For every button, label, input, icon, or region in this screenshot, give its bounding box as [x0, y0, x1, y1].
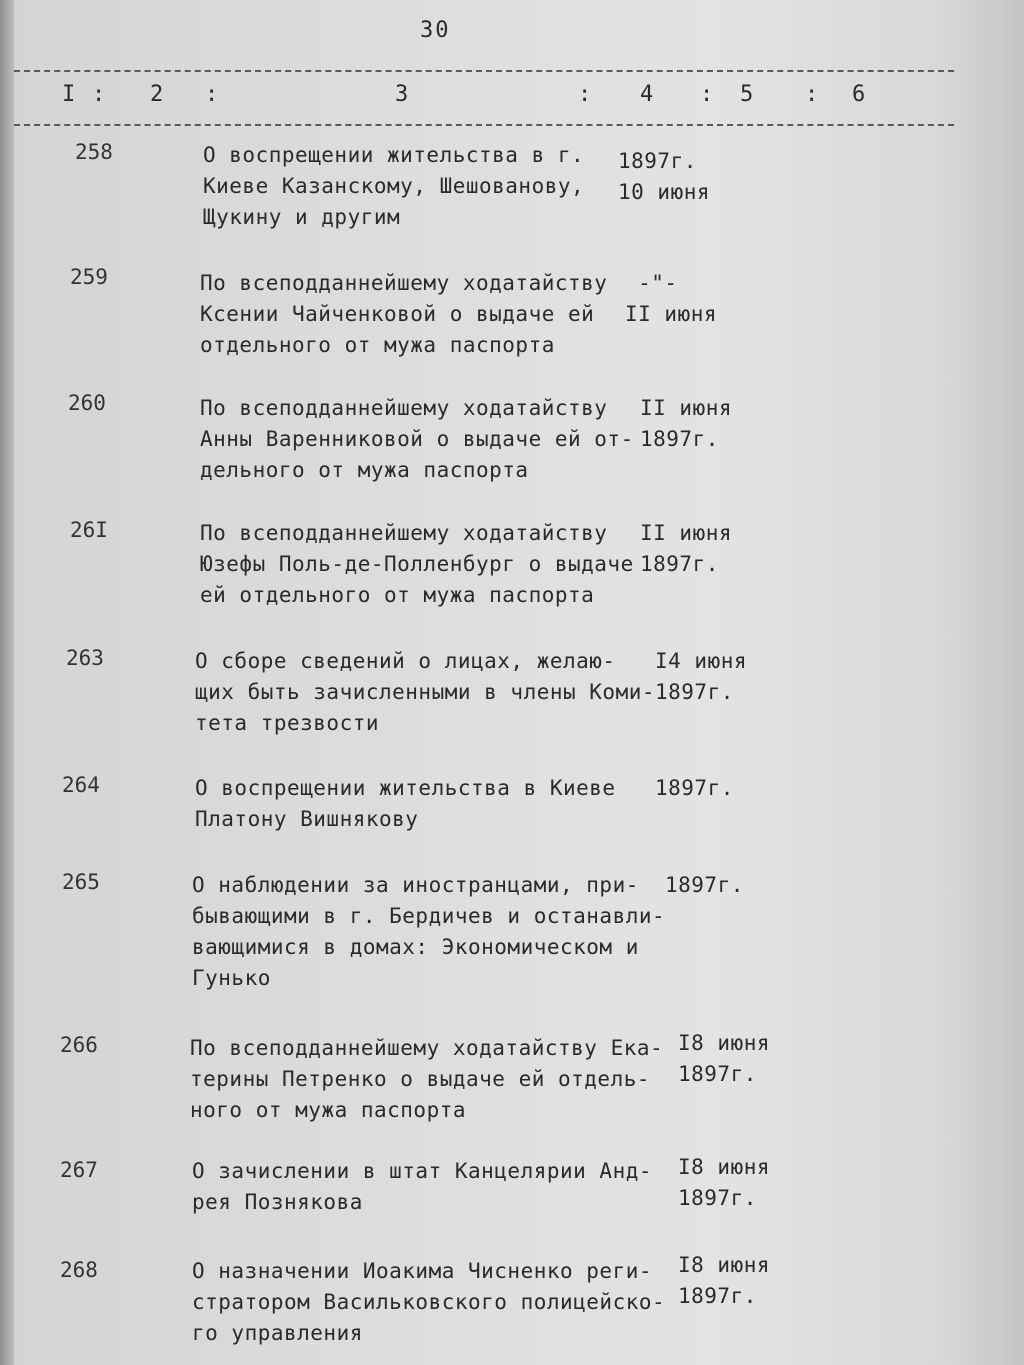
- entry-number: 258: [75, 140, 113, 164]
- entry-description: По всеподданнейшему ходатайству Ека- терины Петренко о выдаче ей отдель- ного от мужа паспорта: [190, 1036, 664, 1122]
- column-separator: :: [700, 82, 714, 107]
- entry-number: 263: [66, 646, 104, 670]
- entry-date: 1897г.: [655, 776, 734, 800]
- entry-number: 266: [60, 1033, 98, 1057]
- entry-date: I8 июня 1897г.: [678, 1253, 771, 1308]
- entry-description: О сборе сведений о лицах, желаю- щих быть зачисленными в члены Коми- тета трезвости: [195, 649, 656, 735]
- entry-date: I8 июня 1897г.: [678, 1155, 771, 1210]
- entry-date: II июня 1897г.: [640, 521, 733, 576]
- header-rule-top: [14, 70, 954, 72]
- column-separator: :: [578, 82, 592, 107]
- column-header-1: I: [62, 82, 76, 107]
- entry-date: -"- II июня: [625, 271, 718, 326]
- entry-description: О назначении Иоакима Чисненко реги- стратором Васильковского полицейско- го управления: [192, 1259, 666, 1345]
- column-header-6: 6: [852, 82, 866, 107]
- column-header-5: 5: [740, 82, 754, 107]
- entry-number: 26I: [70, 518, 108, 542]
- entry-description: По всеподданнейшему ходатайству Ксении Чайченковой о выдаче ей отдельного от мужа паспорта: [200, 271, 608, 357]
- header-rule-bottom: [14, 124, 954, 126]
- entry-description: О воспрещении жительства в Киеве Платону Вишнякову: [195, 776, 616, 831]
- entry-date: 1897г. 10 июня: [618, 149, 711, 204]
- page-number: 30: [420, 18, 451, 43]
- entry-number: 259: [70, 265, 108, 289]
- column-header-4: 4: [640, 82, 654, 107]
- entry-number: 267: [60, 1158, 98, 1182]
- entry-description: По всеподданнейшему ходатайству Юзефы Поль-де-Полленбург о выдаче ей отдельного от мужа паспорта: [200, 521, 634, 607]
- column-separator: :: [805, 82, 819, 107]
- entry-number: 264: [62, 773, 100, 797]
- column-separator: :: [92, 82, 106, 107]
- column-separator: :: [205, 82, 219, 107]
- entry-date: II июня 1897г.: [640, 396, 733, 451]
- entry-number: 265: [62, 870, 100, 894]
- column-header-2: 2: [150, 82, 164, 107]
- entry-description: О наблюдении за иностранцами, при- бывающими в г. Бердичев и останавли- вающимися в домах: Экономическом и Гунько: [192, 873, 666, 990]
- entry-number: 260: [68, 391, 106, 415]
- column-header-3: 3: [395, 82, 409, 107]
- entry-date: 1897г.: [665, 873, 744, 897]
- entry-description: По всеподданнейшему ходатайству Анны Варенниковой о выдаче ей от- дельного от мужа паспорта: [200, 396, 634, 482]
- entry-description: О воспрещении жительства в г. Киеве Казанскому, Шешованову, Щукину и другим: [203, 143, 585, 229]
- page-edge-shadow: [0, 0, 14, 1365]
- entry-date: I8 июня 1897г.: [678, 1031, 771, 1086]
- entry-date: I4 июня 1897г.: [655, 649, 748, 704]
- entry-number: 268: [60, 1258, 98, 1282]
- entry-description: О зачислении в штат Канцелярии Анд- рея Познякова: [192, 1159, 653, 1214]
